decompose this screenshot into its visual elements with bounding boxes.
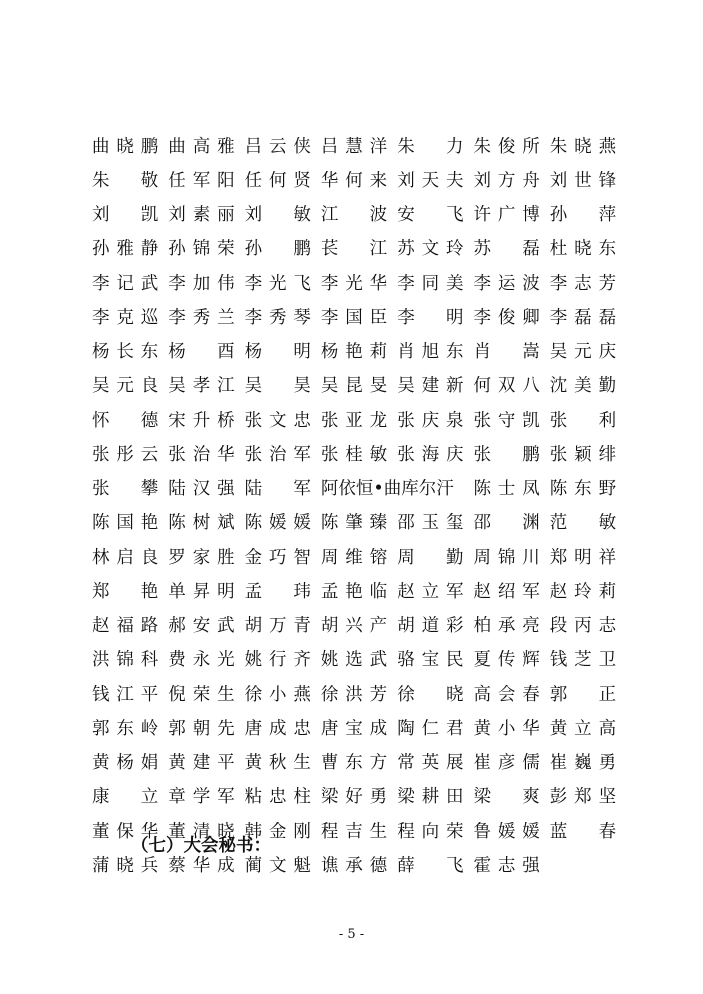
name-cell: 蔡华成: [168, 855, 235, 876]
name-row: [92, 128, 626, 162]
name-cell: 怀 德: [92, 410, 159, 431]
name-cell: 邵玉玺: [397, 513, 464, 534]
name-cell: 张治华: [168, 444, 235, 465]
name-row: [92, 436, 626, 470]
name-cell: 黄建平: [168, 753, 235, 774]
name-cell: 朱 敬: [92, 170, 159, 191]
name-cell: 张亚龙: [320, 410, 388, 431]
name-cell: 崔巍勇: [549, 753, 617, 774]
name-cell: 黄杨娟: [92, 753, 159, 774]
name-cell: 曲晓鹏: [92, 136, 159, 157]
name-cell: 肖 嵩: [473, 342, 540, 363]
name-cell: 唐宝成: [320, 718, 388, 739]
name-cell: 曲高雅: [168, 136, 235, 157]
name-cell: 李克巡: [92, 307, 159, 328]
name-cell: 吴孝江: [168, 376, 235, 397]
name-cell: 薛 飞: [397, 855, 464, 876]
name-cell: 杨 酉: [168, 342, 235, 363]
name-cell: 梁好勇: [320, 787, 388, 808]
name-cell: 程吉生: [320, 821, 388, 842]
name-cell: 李秀琴: [244, 307, 311, 328]
name-cell: 肖旭东: [397, 342, 464, 363]
name-cell: 李志芳: [549, 273, 617, 294]
name-cell: 李运波: [473, 273, 540, 294]
name-cell: 李同美: [397, 273, 464, 294]
name-cell: 蓝 春: [549, 821, 617, 842]
name-cell: 张桂敏: [320, 444, 388, 465]
name-cell: 张文忠: [244, 410, 311, 431]
name-cell: 张治军: [244, 444, 311, 465]
name-cell: 陈东野: [549, 479, 617, 500]
name-cell: 金巧智: [244, 547, 311, 568]
name-cell: 江 波: [320, 205, 388, 226]
name-cell: 陈士凤: [473, 479, 540, 500]
name-cell: 陆汉强: [168, 479, 235, 500]
name-cell: 倪荣生: [168, 684, 235, 705]
name-cell: 徐洪芳: [320, 684, 388, 705]
name-cell: 杜晓东: [549, 239, 617, 260]
name-cell: 姚选武: [320, 650, 388, 671]
name-cell: 康 立: [92, 787, 159, 808]
name-cell: 谯承德: [320, 855, 388, 876]
name-cell: 粘忠柱: [244, 787, 311, 808]
name-cell: 赵绍军: [473, 581, 540, 602]
name-cell: 郑明祥: [549, 547, 617, 568]
name-cell: 周锦川: [473, 547, 540, 568]
name-cell: 梁耕田: [397, 787, 464, 808]
name-cell: 苏文玲: [397, 239, 464, 260]
name-cell: 杨 明: [244, 342, 311, 363]
name-cell: 张颖绯: [549, 444, 617, 465]
name-cell: 钱江平: [92, 684, 159, 705]
name-cell: 费永光: [168, 650, 235, 671]
name-cell: 曹东方: [320, 753, 388, 774]
name-row: [92, 471, 626, 505]
name-row: [92, 505, 626, 539]
name-cell: 张 鹏: [473, 444, 540, 465]
name-cell: 李记武: [92, 273, 159, 294]
name-cell: 崔彦儒: [473, 753, 540, 774]
name-cell: 姚行齐: [244, 650, 311, 671]
name-cell: 彭郑坚: [549, 787, 617, 808]
name-cell: 黄立高: [549, 718, 617, 739]
name-row: [92, 573, 626, 607]
name-cell: 孙锦荣: [168, 239, 235, 260]
name-row: [92, 608, 626, 642]
page-number: - 5 -: [338, 927, 365, 942]
name-cell: 陈媛媛: [244, 513, 311, 534]
name-cell: 李加伟: [168, 273, 235, 294]
name-row: [92, 402, 626, 436]
name-cell: 吴元庆: [549, 342, 617, 363]
name-cell: 刘素丽: [168, 205, 235, 226]
name-cell: 高会春: [473, 684, 540, 705]
name-cell: 吕云侠: [244, 136, 311, 157]
name-row: [92, 197, 626, 231]
name-cell: 李磊磊: [549, 307, 617, 328]
name-cell: 鲁媛媛: [473, 821, 540, 842]
name-cell: 任军阳: [168, 170, 235, 191]
name-cell: 吴 昊: [244, 376, 311, 397]
name-cell: 蒲晓兵: [92, 855, 159, 876]
name-cell: 韩金刚: [244, 821, 311, 842]
name-cell: 张彤云: [92, 444, 159, 465]
name-cell: 郝安武: [168, 616, 235, 637]
name-cell: 苌 江: [320, 239, 388, 260]
name-cell: 骆宝民: [397, 650, 464, 671]
name-cell: 罗家胜: [168, 547, 235, 568]
name-cell: 陶仁君: [397, 718, 464, 739]
name-row: [92, 745, 626, 779]
name-cell: 张庆泉: [397, 410, 464, 431]
name-cell: 郑 艳: [92, 581, 159, 602]
name-cell: 唐成忠: [244, 718, 311, 739]
name-cell: 程向荣: [397, 821, 464, 842]
name-cell: 洪锦科: [92, 650, 159, 671]
name-cell: 安 飞: [397, 205, 464, 226]
name-cell: 蔺文魁: [244, 855, 311, 876]
name-cell: 钱芝卫: [549, 650, 617, 671]
name-cell: 朱俊所: [473, 136, 540, 157]
name-cell: 陈树斌: [168, 513, 235, 534]
name-cell: 杨长东: [92, 342, 159, 363]
name-list: [92, 128, 626, 882]
name-cell: 郭东岭: [92, 718, 159, 739]
name-cell: 张 攀: [92, 479, 159, 500]
name-row: [92, 334, 626, 368]
name-cell: 郭 正: [549, 684, 617, 705]
name-cell: 刘天夫: [397, 170, 464, 191]
name-cell: 刘世锋: [549, 170, 617, 191]
name-cell: 单昇明: [168, 581, 235, 602]
name-cell: 赵福路: [92, 616, 159, 637]
name-cell: 徐小燕: [244, 684, 311, 705]
name-cell: 章学军: [168, 787, 235, 808]
name-cell: 陈国艳: [92, 513, 159, 534]
name-cell: 刘方舟: [473, 170, 540, 191]
name-cell: 李秀兰: [168, 307, 235, 328]
name-row: [92, 299, 626, 333]
name-cell: 杨艳莉: [320, 342, 388, 363]
name-row: [92, 779, 626, 813]
name-cell: 华何来: [320, 170, 388, 191]
name-cell: 刘 凯: [92, 205, 159, 226]
name-cell: 李 明: [397, 307, 464, 328]
name-cell: 徐 晓: [397, 684, 464, 705]
name-cell: 赵玲莉: [549, 581, 617, 602]
name-cell: 李光飞: [244, 273, 311, 294]
name-cell: 李俊卿: [473, 307, 540, 328]
name-cell: 胡兴产: [320, 616, 388, 637]
name-cell: 梁 爽: [473, 787, 540, 808]
name-cell: 范 敏: [549, 513, 617, 534]
name-cell: 陈肇臻: [320, 513, 388, 534]
name-row: [92, 676, 626, 710]
name-row: [92, 539, 626, 573]
section-heading: （七）大会秘书：: [131, 836, 271, 856]
name-cell: 阿依恒•曲库尔汗: [320, 479, 454, 500]
name-cell: 宋升桥: [168, 410, 235, 431]
name-row: [92, 642, 626, 676]
name-cell: 张守凯: [473, 410, 540, 431]
name-cell: 林启良: [92, 547, 159, 568]
name-cell: 孙 鹏: [244, 239, 311, 260]
name-cell: 董清晓: [168, 821, 235, 842]
name-cell: 霍志强: [473, 855, 540, 876]
name-cell: 许广博: [473, 205, 540, 226]
name-cell: 赵立军: [397, 581, 464, 602]
name-cell: 孙雅静: [92, 239, 159, 260]
name-cell: 李国臣: [320, 307, 388, 328]
name-cell: 黄秋生: [244, 753, 311, 774]
name-row: [92, 710, 626, 744]
name-cell: 孟 玮: [244, 581, 311, 602]
name-cell: 胡万青: [244, 616, 311, 637]
name-cell: 段丙志: [549, 616, 617, 637]
name-row: [92, 265, 626, 299]
name-cell: 周 勤: [397, 547, 464, 568]
name-cell: 周维镕: [320, 547, 388, 568]
name-cell: 郭朝先: [168, 718, 235, 739]
name-cell: 吴建新: [397, 376, 464, 397]
name-cell: 任何贤: [244, 170, 311, 191]
name-cell: 吴元良: [92, 376, 159, 397]
name-cell: 柏承亮: [473, 616, 540, 637]
name-row: [92, 368, 626, 402]
name-cell: 苏 磊: [473, 239, 540, 260]
name-cell: 刘 敏: [244, 205, 311, 226]
name-cell: 朱晓燕: [549, 136, 617, 157]
name-row: [92, 231, 626, 265]
name-row: [92, 162, 626, 196]
name-cell: 孟艳临: [320, 581, 388, 602]
name-cell: 朱 力: [397, 136, 464, 157]
name-cell: 孙 萍: [549, 205, 617, 226]
name-cell: 吴昆旻: [320, 376, 388, 397]
name-cell: 吕慧洋: [320, 136, 388, 157]
name-cell: 张 利: [549, 410, 617, 431]
name-cell: 邵 渊: [473, 513, 540, 534]
name-cell: 何双八: [473, 376, 540, 397]
name-cell: 常英展: [397, 753, 464, 774]
name-cell: 张海庆: [397, 444, 464, 465]
name-cell: 李光华: [320, 273, 388, 294]
name-cell: 夏传辉: [473, 650, 540, 671]
name-cell: 沈美勤: [549, 376, 617, 397]
name-cell: 胡道彩: [397, 616, 464, 637]
name-cell: 陆 军: [244, 479, 311, 500]
name-cell: 董保华: [92, 821, 159, 842]
name-cell: 黄小华: [473, 718, 540, 739]
